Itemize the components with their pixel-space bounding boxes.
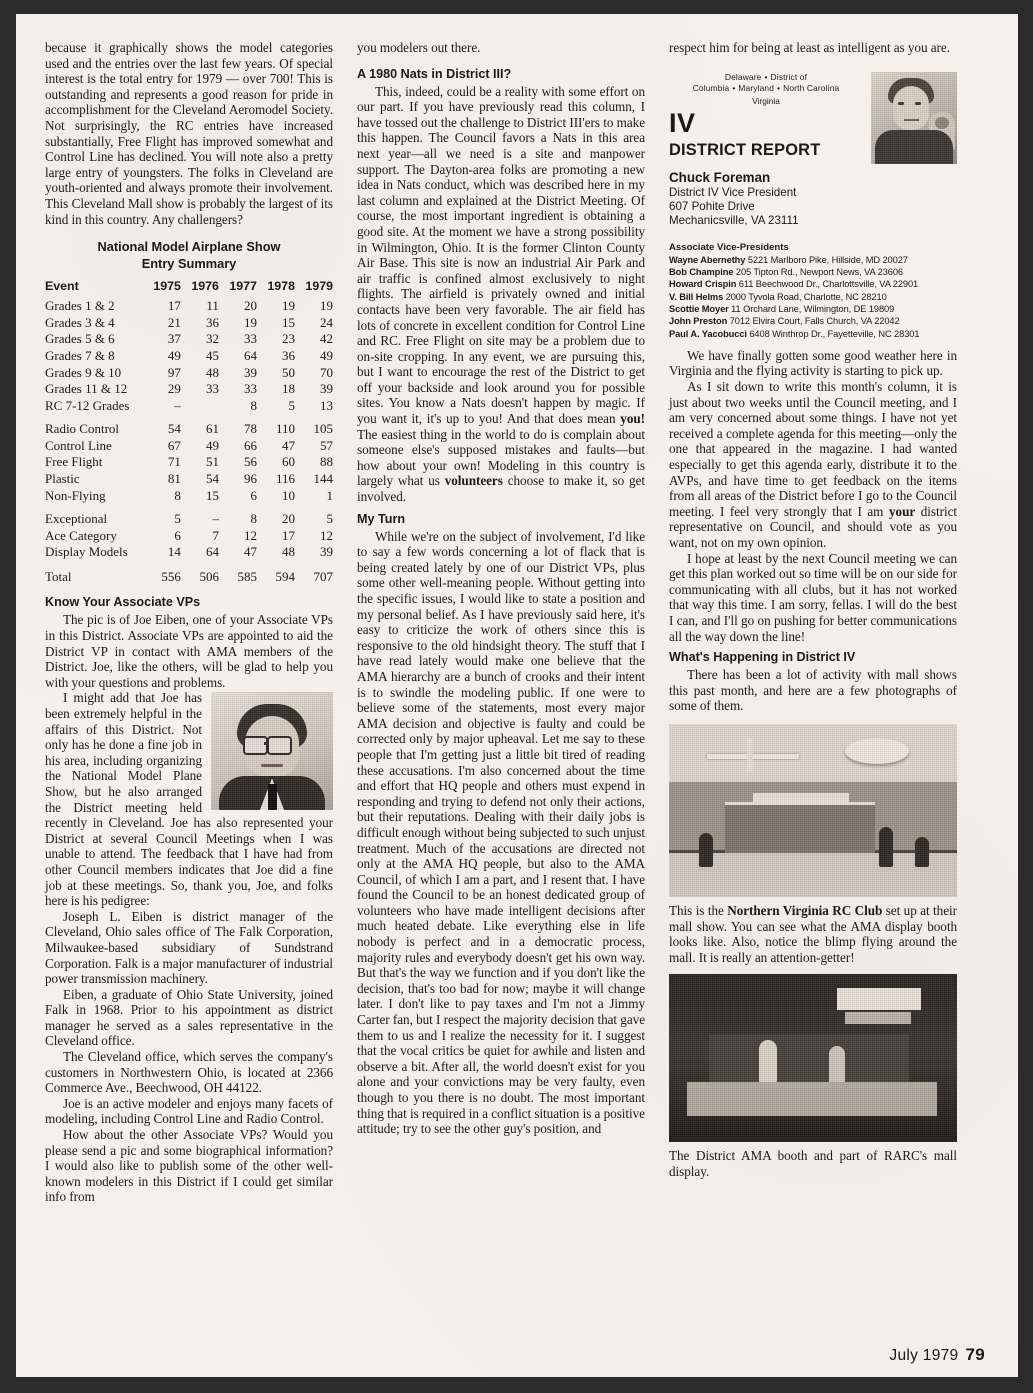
cell-value: 23 xyxy=(281,331,295,347)
cell-value: 47 xyxy=(281,437,295,453)
cell-value xyxy=(181,397,219,414)
table-row xyxy=(45,487,333,504)
cell-value: 97 xyxy=(167,364,181,380)
column-one xyxy=(45,40,333,1205)
photo-northern-virginia-rc-club-mall-show xyxy=(669,724,957,897)
vp-title: District IV Vice President xyxy=(669,185,797,199)
district-header xyxy=(669,72,957,340)
col-header-1975: 1975 xyxy=(153,279,181,294)
cell-value: 18 xyxy=(281,381,295,397)
cell-value: 32 xyxy=(205,331,219,347)
cell-value: 96 xyxy=(243,471,257,487)
avp-address: 7012 Elvira Court, Falls Church, VA 22042 xyxy=(729,316,900,327)
avp-name: V. Bill Helms xyxy=(669,291,726,302)
row-label: Grades 11 & 12 xyxy=(45,381,128,397)
cell-value: 10 xyxy=(281,487,295,503)
cell-value: 57 xyxy=(320,437,333,453)
cell-value: 24 xyxy=(320,314,333,330)
scan-edge-left xyxy=(0,0,16,1393)
avp-address: 5221 Marlboro Pike, Hillside, MD 20027 xyxy=(747,254,908,265)
cell-value: 19 xyxy=(320,298,333,314)
scan-edge-bottom xyxy=(0,1377,1033,1393)
cell-value: 20 xyxy=(281,511,295,527)
cell-value: 45 xyxy=(205,347,219,363)
cell-value: 5 xyxy=(174,511,181,527)
photo-caption-one xyxy=(669,903,957,965)
cell-value: – xyxy=(212,511,219,527)
column-three xyxy=(669,40,957,1205)
cell-value: 8 xyxy=(250,397,257,413)
row-label: Ace Category xyxy=(45,527,117,543)
district-state-name: Maryland xyxy=(738,82,775,93)
total-value: 556 xyxy=(161,569,181,585)
avp-entry xyxy=(669,254,957,266)
cell-value: 12 xyxy=(243,527,257,543)
table-row xyxy=(45,298,333,315)
col-header-1979: 1979 xyxy=(305,279,333,294)
page-footer xyxy=(889,1345,985,1365)
cell-value: 1 xyxy=(326,487,333,503)
avp-entry xyxy=(669,315,957,327)
row-label: Grades 9 & 10 xyxy=(45,364,122,380)
table-title-line2: Entry Summary xyxy=(141,256,237,272)
row-label: Plastic xyxy=(45,471,80,487)
row-label: Free Flight xyxy=(45,454,103,470)
table-row xyxy=(45,381,333,398)
cell-value: 36 xyxy=(205,314,219,330)
emph-you: you! xyxy=(620,411,645,427)
cell-value: 88 xyxy=(320,454,333,470)
photo-joe-eiben xyxy=(211,692,333,810)
avp-entry xyxy=(669,303,957,315)
caption1-club-name: Northern Virginia RC Club xyxy=(727,902,883,918)
total-value: 585 xyxy=(237,569,257,585)
photo-chuck-foreman xyxy=(871,72,957,164)
row-label: Grades 3 & 4 xyxy=(45,314,115,330)
entry-summary-table xyxy=(45,279,333,585)
paragraph: The Cleveland office, which serves the company's customers in Northwestern Ohio, is located at 2366 Commerce Ave., Beechwood, OH 44122. xyxy=(45,1049,333,1096)
page-content xyxy=(45,40,985,1350)
row-label: RC 7-12 Grades xyxy=(45,397,130,413)
district-number: IV xyxy=(669,107,696,138)
cell-value: 49 xyxy=(205,437,219,453)
photo-caption-two: The District AMA booth and part of RARC's mall display. xyxy=(669,1148,957,1179)
cell-value: 13 xyxy=(320,397,333,413)
cell-value: 42 xyxy=(320,331,333,347)
col-header-1978: 1978 xyxy=(267,279,295,294)
avp-address: 6408 Winthrop Dr., Fayetteville, NC 28301 xyxy=(749,328,920,339)
cell-value: 67 xyxy=(167,437,181,453)
avp-address: 11 Orchard Lane, Wilmington, DE 19809 xyxy=(731,304,895,314)
table-row xyxy=(45,544,333,561)
cell-value: 17 xyxy=(167,298,181,314)
cell-value: 12 xyxy=(320,527,333,543)
paragraph: respect him for being at least as intelligent as you are. xyxy=(669,40,950,55)
table-row xyxy=(45,511,333,528)
table-row xyxy=(45,397,333,414)
paragraph: I hope at least by the next Council meeting we can get this plan worked out so time will be on our side for communicating with all clubs, but it has not worked that way this time. I am sorry, fellas. I will do the best I can, and I'll go on pushing for better communications all the way down the line! xyxy=(669,550,957,644)
cell-value: 47 xyxy=(243,544,257,560)
cell-value: 54 xyxy=(167,421,181,437)
cell-value: 48 xyxy=(205,364,219,380)
cell-value: 15 xyxy=(281,314,295,330)
table-row xyxy=(45,421,333,438)
table-total-row xyxy=(45,560,333,585)
col-header-1977: 1977 xyxy=(229,279,257,294)
cell-value: 20 xyxy=(243,298,257,314)
cell-value: 37 xyxy=(167,331,181,347)
cell-value: 33 xyxy=(205,381,219,397)
cell-value: 70 xyxy=(320,364,333,380)
paragraph: There has been a lot of activity with mall shows this past month, and here are a few photographs of some of them. xyxy=(669,667,957,714)
row-label: Non-Flying xyxy=(45,487,106,503)
entry-summary-table-wrap xyxy=(45,239,333,585)
district-state-name: Delaware xyxy=(724,71,762,82)
table-row xyxy=(45,347,333,364)
cell-value: 49 xyxy=(167,347,181,363)
cell-value: 11 xyxy=(206,298,219,314)
scan-edge-top xyxy=(0,0,1033,14)
cell-value: 50 xyxy=(281,364,295,380)
cell-value: 144 xyxy=(313,471,333,487)
row-label: Grades 7 & 8 xyxy=(45,347,115,363)
table-row xyxy=(45,454,333,471)
scan-edge-right xyxy=(1018,0,1033,1393)
cell-value: 29 xyxy=(167,381,181,397)
col-header-1976: 1976 xyxy=(191,279,219,294)
row-label: Radio Control xyxy=(45,421,120,437)
footer-page-number: 79 xyxy=(965,1345,985,1364)
cell-value: 49 xyxy=(320,347,333,363)
table-row xyxy=(45,470,333,487)
avp-address: 2000 Tyvola Road, Charlotte, NC 28210 xyxy=(725,291,887,302)
table-spacer-row xyxy=(45,414,333,421)
row-label: Grades 5 & 6 xyxy=(45,331,115,347)
paragraph: This, indeed, could be a reality with some effort on our part. If you have previously read this column, I have tossed out the challenge to District III'ers to make this happen. The Council favors a Nats in this area next year—all we need is a site and manpower support. The Dayton-area folks are promoting a new idea in Nats conduct, which was described here in my last column and explained at the District Meeting. Of course, the most important ingredient is obtaining a good site. At the moment we have a strong possibility in Wilmington, Ohio. It is the former Clinton County Air Base. This site is now an industrial Air Park and air traffic is confined almost exclusively to night flights. The airfield is privately owned and initial contacts have been very favorable. The air field has lots of concrete in excellent condition for Control Line and RC. Free Flight on site may be a problem due to on-site cropping. In any event, we are pursuing this, but I want to encourage the rest of the District to get off your backside and look around you for possible sites. You know a Nats doesn't happen by magic. If you want it, it's up to you! And that does mean you! The easiest thing in the world to do is complain about someone else's supposed mistakes and faults—but how about your own! Modeling in this country is largely what us volunteers choose to make it, so get involved. xyxy=(357,83,645,505)
cell-value: 33 xyxy=(243,381,257,397)
cell-value: 116 xyxy=(275,471,295,487)
cell-value: 19 xyxy=(243,314,257,330)
table-row xyxy=(45,314,333,331)
cell-value: 39 xyxy=(243,364,257,380)
cell-value: 39 xyxy=(320,544,333,560)
diamond-separator-icon: • xyxy=(777,82,781,93)
paragraph: While we're on the subject of involvement, I'd like to say a few words concerning a lot of flack that is being created lately by one of our District VPs, plus some other well-meaning people. Without getting into the specific issues, I would like to state a position and my personal belief. As I have previously said here, it's easy to criticize the work of others since this is responsive to the old hindsight theory. The stuff that I have read lately would make one believe that the AMA hierarchy are a bunch of crooks and their intent is to swindle the modeling public. If one were to believe some of the statements, most every major AMA decision and objective is faulty and could be corrected only by major upheaval. Let me say to these people that I'm getting just a little bit tired of reading these accusations. I'm also concerned about the time and effort that HQ people and others must expend in responding and trying to defend not only their actions, but their reputations. Dealing with their daily jobs is difficult enough without being subjected to such unjust treatment. Much of the accusations are directed not only at the AMA HQ people, but also to the AMA Council, of which I am a part, and I resent that. I have found the Council to be an honest dedicated group of volunteers who have made intelligent decisions after much heated debate. Like everything else in life nobody is perfect and in a democratic process, majority rules and everybody doesn't get his own way. But that's the way we function and if you don't like the decision, that's too bad for now; maybe it will change later. I don't like to pay taxes and I'm not a Jimmy Carter fan, but I respect the majority decision that gave them to us and I realize the necessity for it. I suggest that the vocal critics be quiet for awhile and listen and observe a bit. After all, the world doesn't exist for you alone and your convictions may be very faulty, even though to you there is no doubt. The most important thing that is required in a conflict situation is a positive attitude; try to see the other guy's position, and xyxy=(357,528,645,1137)
vp-address-line2: Mechanicsville, VA 23111 xyxy=(669,214,799,228)
heading-1980-nats: A 1980 Nats in District III? xyxy=(357,66,512,81)
table-spacer-row xyxy=(45,504,333,511)
nats-text-a: This, indeed, could be a reality with some effort on our part. If you have previously read this column, I have tossed out the challenge to District III'ers to make this happen. The Council favors a Nats in this area next year—all we need is a site and manpower support. The Dayton-area folks are promoting a new idea in Nats conduct, which was described here in my last column and explained at the District Meeting. Of course, the most important ingredient is obtaining a good site. At the moment we have a strong possibility in Wilmington, Ohio. It is the former Clinton County Air Base. This site is now an industrial Air Park and air traffic is confined almost exclusively to night flights. The airfield is privately owned and initial contacts have been very favorable. The air field has lots of concrete in excellent condition for Control Line and RC. Free Flight on site may be a problem due to on-site cropping. In any event, we are pursuing this, but I want to encourage the rest of the District to get off your backside and look around you for possible sites. You know a Nats doesn't happen by magic. If you want it, it's up to you! And that does mean xyxy=(357,83,645,427)
avp-name: Wayne Abernethy xyxy=(669,254,748,265)
paragraph: you modelers out there. xyxy=(357,40,481,55)
table-row xyxy=(45,437,333,454)
cell-value: 8 xyxy=(174,487,181,503)
cell-value: 81 xyxy=(167,471,181,487)
district-state-name: District of Columbia xyxy=(692,71,808,93)
cell-value: 61 xyxy=(205,421,219,437)
cell-value: 7 xyxy=(212,527,219,543)
diamond-separator-icon: • xyxy=(764,71,768,82)
total-label: Total xyxy=(45,569,72,585)
table-row xyxy=(45,527,333,544)
cell-value: 15 xyxy=(205,487,219,503)
table-row xyxy=(45,331,333,348)
avp-name: Bob Champine xyxy=(669,267,736,278)
avp-entry xyxy=(669,266,957,278)
table-row xyxy=(45,364,333,381)
avp-list xyxy=(669,254,957,340)
avp-name: Scottie Moyer xyxy=(669,304,732,314)
table-title-line1: National Model Airplane Show xyxy=(97,239,281,255)
cell-value: 54 xyxy=(205,471,219,487)
caption1-pre: This is the xyxy=(669,902,728,918)
district-state-name: North Carolina xyxy=(783,82,840,93)
cell-value: 64 xyxy=(205,544,219,560)
avp-entry xyxy=(669,291,957,303)
paragraph: Eiben, a graduate of Ohio State University, joined Falk in 1968. Prior to his appointment as district manager he served as a sales representative in the Cleveland office. xyxy=(45,986,333,1049)
heading-my-turn: My Turn xyxy=(357,511,406,526)
total-value: 506 xyxy=(199,569,219,585)
col-header-event: Event xyxy=(45,279,79,294)
vp-address-line1: 607 Pohite Drive xyxy=(669,200,755,213)
paragraph: I might add that Joe has been extremely helpful in the affairs of this District. Not only has he done a fine job in his area, including organizing the National Model Plane Show, but he also arranged the District meeting held recently in Cleveland. Joe has also represented your District at several Council Meetings when I was unable to attend. The feedback that I have had from other Council members indicates that Joe did a fine job at these meetings. So, thank you, Joe, and folks here is his pedigree: xyxy=(45,690,333,909)
cell-value: – xyxy=(174,397,181,413)
avp-name: John Preston xyxy=(669,316,730,327)
row-label: Grades 1 & 2 xyxy=(45,298,115,314)
cell-value: 56 xyxy=(243,454,257,470)
avp-entry xyxy=(669,328,957,340)
cell-value: 105 xyxy=(313,421,333,437)
cell-value: 51 xyxy=(205,454,219,470)
cell-value: 36 xyxy=(281,347,295,363)
row-label: Exceptional xyxy=(45,511,108,527)
cell-value: 19 xyxy=(281,298,295,314)
column-two xyxy=(357,40,645,1205)
cell-value: 33 xyxy=(243,331,257,347)
emph-your: your xyxy=(888,503,916,519)
avp-heading: Associate Vice-Presidents xyxy=(669,241,789,253)
paragraph: As I sit down to write this month's column, it is just about two weeks until the Council meeting, and I am very concerned about some things. I have not yet received a complete agenda for this meeting—only the one that appeared in the magazine. I had wanted especially to get this agenda early, distribute it to the AVPs, and have time to get feedback on the items from all areas of the District before I go to the Council meeting. I feel very strongly that I am your district representative on Council, and should vote as you want, not on my own opinion. xyxy=(669,379,957,551)
district-report-title: DISTRICT REPORT xyxy=(669,140,821,159)
paragraph: We have finally gotten some good weather here in Virginia and the flying activity is starting to pick up. xyxy=(669,347,957,379)
cell-value: 110 xyxy=(275,421,295,437)
cell-value: 6 xyxy=(250,487,257,503)
heading-whats-happening: What's Happening in District IV xyxy=(669,650,856,665)
avp-name: Howard Crispin xyxy=(669,279,739,290)
cell-value: 66 xyxy=(243,437,257,453)
paragraph: Joseph L. Eiben is district manager of the Cleveland, Ohio sales office of The Falk Corporation, Milwaukee-based subsidiary of Sundstrand Corporation. Falk is a major manufacturer of industrial power transmission machinery. xyxy=(45,908,333,987)
cell-value: 17 xyxy=(281,527,295,543)
paragraph: Joe is an active modeler and enjoys many facets of modeling, including Control Line and Radio Control. xyxy=(45,1095,333,1127)
vp-name: Chuck Foreman xyxy=(669,169,771,185)
paragraph: How about the other Associate VPs? Would you please send a pic and some biographical information? I would also like to publish some of the other well-known modelers in this District if I could get similar info from xyxy=(45,1127,333,1205)
cell-value: 71 xyxy=(167,454,181,470)
avp-address: 611 Beechwood Dr., Charlottsville, VA 22901 xyxy=(738,279,919,290)
diamond-separator-icon: • xyxy=(732,82,736,93)
paragraph: because it graphically shows the model categories used and the entries over the last few years. Of special interest is the total entry for 1979 — over 700! This is outstanding and represents a good reason for pride in accomplishment for the Cleveland Aeromodel Society. Not surprisingly, the RC entries have increased substantially, Free Flight has improved somewhat and Control Line has declined. You will note also a pretty large entry of youngsters. The folks in Cleveland are youth-oriented and always promote their involvement. This Cleveland Mall show is probably the largest of its kind in this country. Any challengers? xyxy=(45,40,333,227)
cell-value: 14 xyxy=(167,544,181,560)
paragraph: The pic is of Joe Eiben, one of your Associate VPs in this District. Associate VPs are appointed to aid the District VP in contact with AMA members of the District. Joe, like the others, will be glad to help you with your questions and problems. xyxy=(45,612,333,690)
total-value: 594 xyxy=(275,569,295,585)
total-value: 707 xyxy=(313,569,333,585)
district-states-sub: Virginia xyxy=(752,95,780,106)
cell-value: 6 xyxy=(174,527,181,543)
avp-name: Paul A. Yacobucci xyxy=(669,328,750,339)
cell-value: 5 xyxy=(326,511,333,527)
avp-entry xyxy=(669,278,957,290)
row-label: Control Line xyxy=(45,437,112,453)
cell-value: 60 xyxy=(281,454,295,470)
cell-value: 48 xyxy=(281,544,295,560)
avp-address: 205 Tipton Rd., Newport News, VA 23606 xyxy=(735,267,903,278)
cell-value: 64 xyxy=(243,347,257,363)
cell-value: 8 xyxy=(250,511,257,527)
heading-know-your-associate-vps: Know Your Associate VPs xyxy=(45,595,201,610)
table-header-row xyxy=(45,279,333,297)
caption1-post: set up at their mall show. You can see what the AMA display booth looks like. Also, notice the blimp flying around the mall. It is really an attention-getter! xyxy=(669,902,957,965)
cell-value: 78 xyxy=(243,421,257,437)
cell-value: 39 xyxy=(320,381,333,397)
row-label: Display Models xyxy=(45,544,128,560)
emph-volunteers: volunteers xyxy=(444,473,503,489)
footer-date: July 1979 xyxy=(889,1347,959,1364)
cell-value: 5 xyxy=(288,397,295,413)
cell-value: 21 xyxy=(167,314,181,330)
photo-district-ama-booth xyxy=(669,974,957,1142)
